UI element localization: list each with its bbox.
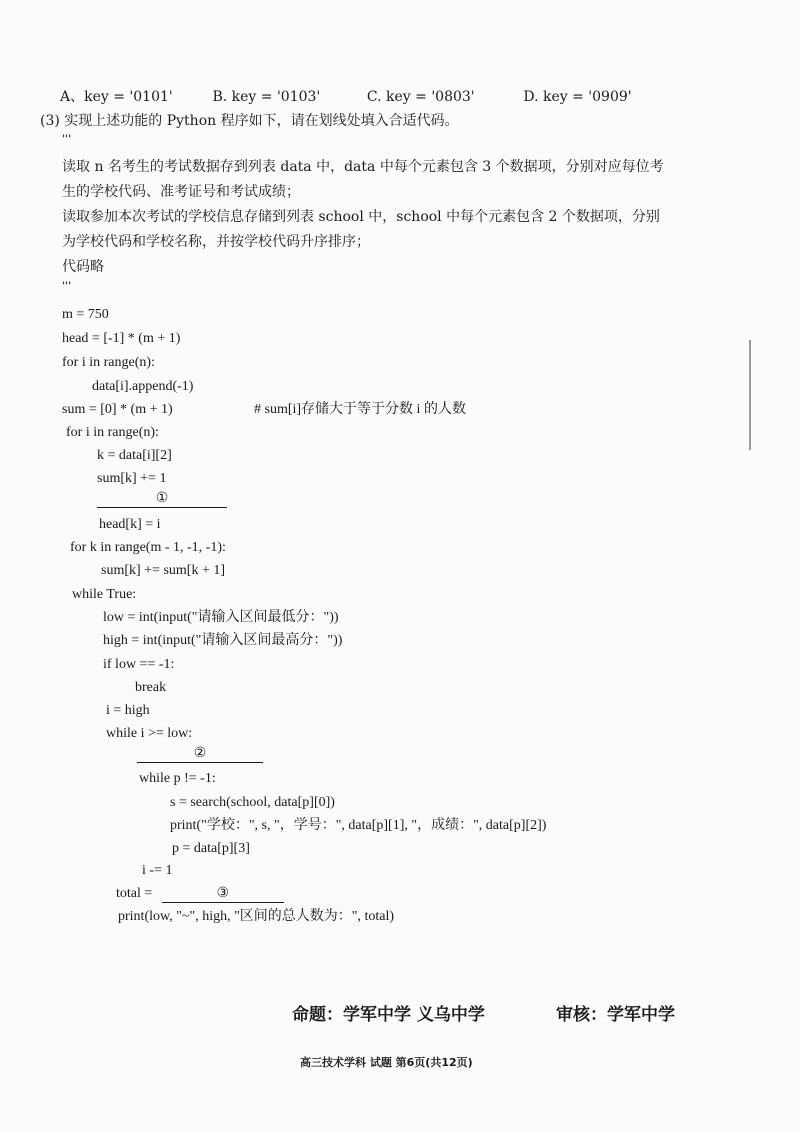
code-line-11: sum[k] += sum[k + 1] xyxy=(101,563,226,578)
code-line-21: print("学校：", s, "，学号：", data[p][1], "，成绩：", data[p][2]) xyxy=(170,818,547,833)
code-line-20: s = search(school, data[p][0]) xyxy=(170,795,335,810)
blank-2[interactable] xyxy=(137,745,263,763)
description-line-3: 读取参加本次考试的学校信息存储到列表 school 中，school 中每个元素包含 2 个数据项，分别 xyxy=(62,209,660,225)
code-line-12: while True: xyxy=(72,587,137,602)
scan-edge-mark xyxy=(749,340,751,450)
code-line-1: m = 750 xyxy=(62,307,109,322)
blank-1[interactable] xyxy=(97,490,227,508)
code-line-3: for i in range(n): xyxy=(62,355,155,370)
code-line-6: for i in range(n): xyxy=(66,425,159,440)
option-b: B. key = '0103' xyxy=(212,89,321,105)
description-line-1: 读取 n 名考生的考试数据存到列表 data 中，data 中每个元素包含 3 个数据项，分别对应每位考 xyxy=(62,159,664,175)
reviewer-signature: 审核：学军中学 xyxy=(556,1005,675,1025)
total-label: total = xyxy=(116,886,153,901)
code-line-24 xyxy=(116,885,284,903)
code-line-8: sum[k] += 1 xyxy=(97,471,167,486)
blank-3[interactable]: ③ xyxy=(162,885,284,903)
code-line-19: while p != -1: xyxy=(139,771,216,786)
question-3-prompt: (3) 实现上述功能的 Python 程序如下，请在划线处填入合适代码。 xyxy=(40,113,459,129)
code-line-23: i -= 1 xyxy=(142,863,173,878)
code-line-4: data[i].append(-1) xyxy=(92,379,194,394)
doc-quote-close: ''' xyxy=(62,281,72,292)
page-footer: 高三技术学科 试题 第6页(共12页) xyxy=(300,1056,473,1069)
code-line-5: sum = [0] * (m + 1) xyxy=(62,402,173,417)
blank-1-label: ① xyxy=(97,490,227,508)
author-signature: 命题：学军中学 义乌中学 xyxy=(292,1005,485,1025)
description-line-4: 为学校代码和学校名称，并按学校代码升序排序； xyxy=(62,234,370,250)
code-line-7: k = data[i][2] xyxy=(97,448,172,463)
option-c: C. key = '0803' xyxy=(366,89,475,105)
code-line-25: print(low, "~", high, "区间的总人数为：", total) xyxy=(118,909,395,924)
code-line-9: head[k] = i xyxy=(99,517,161,532)
option-a: A、key = '0101' xyxy=(60,89,173,105)
code-line-22: p = data[p][3] xyxy=(172,841,250,856)
code-comment: # sum[i]存储大于等于分数 i 的人数 xyxy=(254,402,466,417)
doc-quote-open: ''' xyxy=(62,134,72,145)
code-line-16: break xyxy=(135,680,167,695)
code-line-17: i = high xyxy=(106,703,150,718)
code-line-18: while i >= low: xyxy=(106,726,193,741)
answer-options xyxy=(60,88,632,106)
code-line-2: head = [-1] * (m + 1) xyxy=(62,331,181,346)
description-line-2: 生的学校代码、准考证号和考试成绩； xyxy=(62,184,300,200)
code-line-15: if low == -1: xyxy=(103,657,175,672)
description-line-5: 代码略 xyxy=(62,259,104,275)
code-line-13: low = int(input("请输入区间最低分：")) xyxy=(103,610,339,625)
blank-2-label: ② xyxy=(137,745,263,763)
code-line-10: for k in range(m - 1, -1, -1): xyxy=(70,540,226,555)
code-line-14: high = int(input("请输入区间最高分：")) xyxy=(103,633,343,648)
option-d: D. key = '0909' xyxy=(523,89,632,105)
